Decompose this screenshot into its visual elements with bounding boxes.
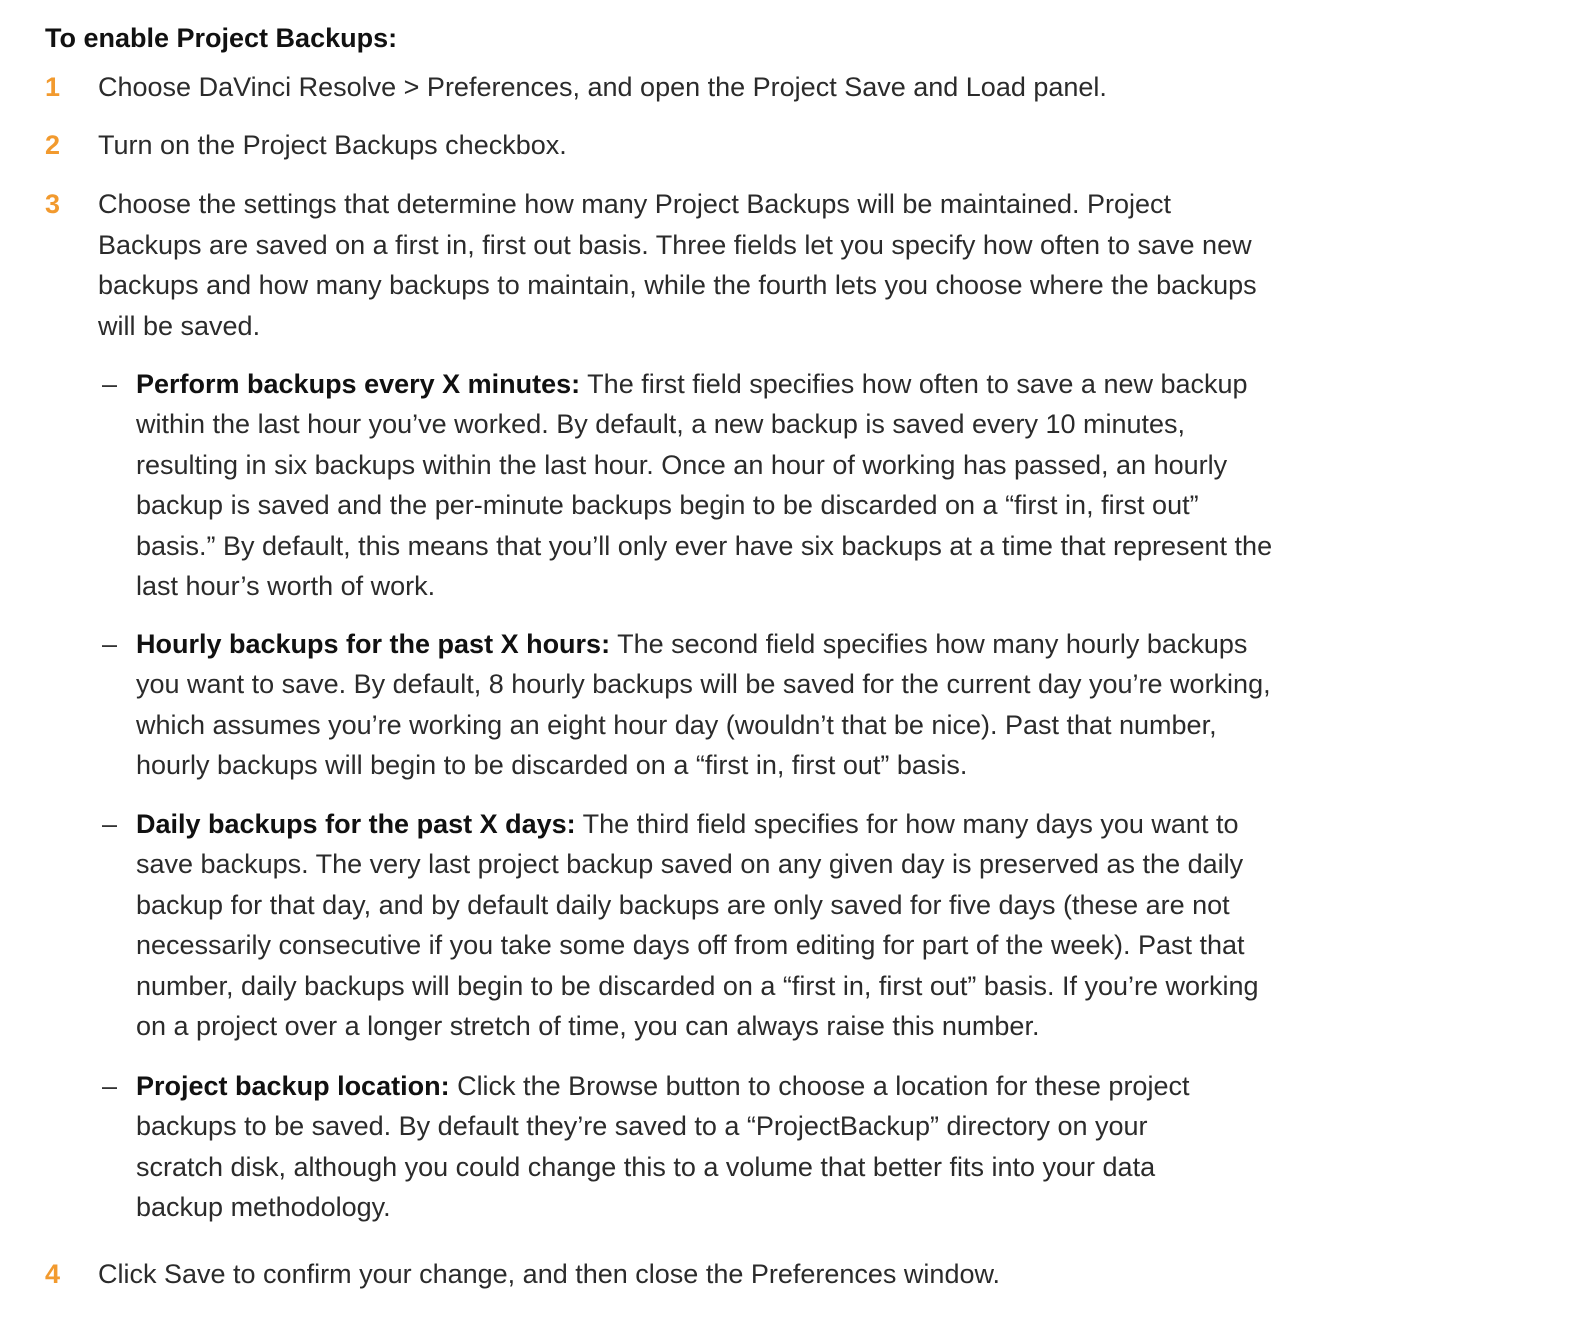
step-line: Choose the settings that determine how many Project Backups will be maintained. Project bbox=[98, 189, 1172, 219]
bullet-first-line bbox=[136, 804, 1376, 844]
bullet-line-rest: The second field specifies how many hourly backups bbox=[610, 629, 1248, 659]
procedure-heading: To enable Project Backups: bbox=[45, 23, 398, 53]
bullet-line: last hour’s worth of work. bbox=[136, 571, 436, 602]
bullet-text bbox=[136, 1066, 1376, 1228]
bullet-line: backup for that day, and by default daily backups are only saved for five days (these are not bbox=[136, 889, 1230, 920]
dash-marker: – bbox=[102, 369, 118, 399]
bullet-term: Daily backups for the past X days: bbox=[136, 809, 576, 839]
step-4 bbox=[45, 1254, 1375, 1295]
bullet-line-rest: Click the Browse button to choose a location for these project bbox=[449, 1071, 1190, 1101]
bullet-daily-backups bbox=[98, 804, 1378, 1046]
bullet-line: basis.” By default, this means that you’ll only ever have six backups at a time that represent the bbox=[136, 530, 1273, 561]
bullet-first-line bbox=[136, 364, 1376, 404]
step-number: 3 bbox=[45, 189, 61, 219]
bullet-text bbox=[136, 364, 1376, 606]
bullet-line: necessarily consecutive if you take some days off from editing for part of the week). Past that bbox=[136, 930, 1245, 961]
bullet-hourly-backups bbox=[98, 624, 1378, 786]
step-line: will be saved. bbox=[98, 310, 261, 341]
step-number: 1 bbox=[45, 72, 61, 102]
bullet-text bbox=[136, 624, 1376, 786]
step-line: Backups are saved on a first in, first out basis. Three fields let you specify how often to save new bbox=[98, 229, 1252, 260]
bullet-term: Perform backups every X minutes: bbox=[136, 369, 581, 399]
step-line: backups and how many backups to maintain, while the fourth lets you choose where the backups bbox=[98, 270, 1257, 301]
bullet-term: Project backup location: bbox=[136, 1071, 450, 1101]
bullet-line: resulting in six backups within the last hour. Once an hour of working has passed, an hourly bbox=[136, 449, 1228, 480]
bullet-line: backup methodology. bbox=[136, 1192, 391, 1223]
step-line: Click Save to confirm your change, and then close the Preferences window. bbox=[98, 1259, 1000, 1289]
step-3 bbox=[45, 184, 1375, 346]
bullet-line: backup is saved and the per-minute backups begin to be discarded on a “first in, first out” bbox=[136, 490, 1199, 521]
step-1 bbox=[45, 67, 1375, 108]
bullet-backup-location bbox=[98, 1066, 1378, 1228]
bullet-perform-backups bbox=[98, 364, 1378, 606]
bullet-first-line bbox=[136, 1066, 1376, 1106]
bullet-line-rest: The first field specifies how often to save a new backup bbox=[580, 369, 1248, 399]
dash-marker: – bbox=[102, 629, 118, 659]
bullet-line: which assumes you’re working an eight hour day (wouldn’t that be nice). Past that number, bbox=[136, 709, 1217, 740]
step-text bbox=[98, 125, 1378, 166]
bullet-term: Hourly backups for the past X hours: bbox=[136, 629, 611, 659]
step-number: 2 bbox=[45, 130, 61, 160]
bullet-line-rest: The third field specifies for how many days you want to bbox=[575, 809, 1239, 839]
step-2 bbox=[45, 125, 1375, 166]
bullet-line: scratch disk, although you could change this to a volume that better fits into your data bbox=[136, 1151, 1156, 1182]
step-line: Turn on the Project Backups checkbox. bbox=[98, 130, 567, 160]
bullet-first-line bbox=[136, 624, 1376, 664]
bullet-line: you want to save. By default, 8 hourly backups will be saved for the current day you’re working, bbox=[136, 669, 1271, 700]
step-number: 4 bbox=[45, 1259, 61, 1289]
bullet-line: number, daily backups will begin to be discarded on a “first in, first out” basis. If you’re working bbox=[136, 970, 1259, 1001]
bullet-line: hourly backups will begin to be discarded on a “first in, first out” basis. bbox=[136, 750, 968, 781]
dash-marker: – bbox=[102, 809, 118, 839]
dash-marker: – bbox=[102, 1071, 118, 1101]
bullet-line: save backups. The very last project backup saved on any given day is preserved as the daily bbox=[136, 849, 1244, 880]
bullet-line: backups to be saved. By default they’re saved to a “ProjectBackup” directory on your bbox=[136, 1111, 1148, 1142]
bullet-text bbox=[136, 804, 1376, 1046]
step-text bbox=[98, 1254, 1378, 1295]
bullet-line: within the last hour you’ve worked. By default, a new backup is saved every 10 minutes, bbox=[136, 409, 1186, 440]
bullet-line: on a project over a longer stretch of time, you can always raise this number. bbox=[136, 1011, 1040, 1042]
step-line: Choose DaVinci Resolve > Preferences, and open the Project Save and Load panel. bbox=[98, 72, 1107, 102]
step-text bbox=[98, 67, 1378, 108]
step-text bbox=[98, 184, 1378, 346]
